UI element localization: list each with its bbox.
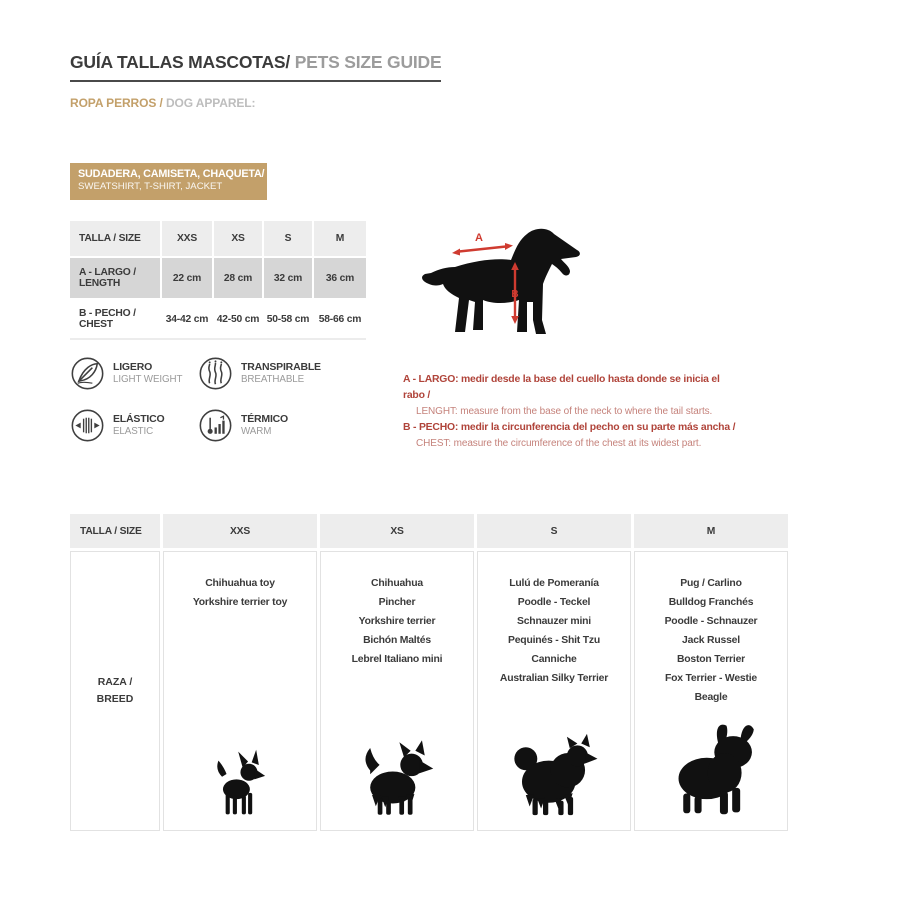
note-a-en: LENGHT: measure from the base of the neck to where the tail starts.: [416, 406, 713, 417]
breed-cell-m: [634, 551, 788, 831]
breed-list-xs: [321, 552, 473, 669]
breed-list-m: [635, 552, 787, 707]
breed-item: Poodle - Schnauzer: [664, 616, 758, 627]
size-table-cell: 50-58 cm: [264, 300, 312, 338]
breed-table: [70, 514, 788, 831]
feature-label-en: ELASTIC: [113, 426, 154, 437]
dog-silhouette-wrap: [321, 740, 473, 818]
feature-label-es: ELÁSTICO: [113, 413, 165, 425]
arrow-a: [452, 243, 513, 256]
breed-table-body-row: [70, 551, 788, 831]
size-table-cell: 22 cm: [162, 258, 212, 298]
breed-item: Jack Russel: [682, 635, 740, 646]
size-table-header-cell: TALLA / SIZE: [70, 221, 160, 256]
size-table-header-cell: M: [314, 221, 366, 256]
chihuahua-toy-silhouette: [213, 748, 267, 818]
size-table-row-label: A - LARGO / LENGTH: [70, 258, 160, 298]
breed-cell-xs: [320, 551, 474, 831]
pomeranian-silhouette: [508, 732, 600, 818]
breed-list-xxs: [164, 552, 316, 612]
feature-labels: [113, 413, 165, 438]
breed-cell-xxs: [163, 551, 317, 831]
page-subtitle-es: ROPA PERROS /: [70, 96, 166, 110]
breed-item: Yorkshire terrier: [358, 616, 436, 627]
page-title-en: PETS SIZE GUIDE: [290, 52, 442, 72]
dog-silhouette-wrap: [164, 748, 316, 818]
breed-item: Pequinés - Shit Tzu: [507, 635, 601, 646]
page-subtitle-en: DOG APPAREL:: [165, 96, 256, 110]
size-table-cell: 42-50 cm: [214, 300, 262, 338]
breed-item: Bichón Maltés: [363, 635, 431, 646]
breed-table-header-cell: TALLA / SIZE: [70, 514, 160, 548]
dog-measurement-diagram: [415, 222, 590, 350]
size-table-header-cell: S: [264, 221, 312, 256]
dog-silhouette-wrap: [478, 732, 630, 818]
category-banner: [70, 163, 267, 200]
breed-item: Boston Terrier: [676, 654, 746, 665]
breed-item: Pug / Carlino: [680, 578, 742, 589]
category-banner-line2: SWEATSHIRT, T-SHIRT, JACKET: [78, 180, 223, 192]
breed-table-header-row: [70, 514, 788, 548]
breed-table-header-cell: M: [634, 514, 788, 548]
breed-cell-s: [477, 551, 631, 831]
breed-item: Lebrel Italiano mini: [351, 654, 443, 665]
feature-lightweight: [70, 356, 198, 391]
breed-item: Fox Terrier - Westie: [664, 673, 758, 684]
size-table-cell: 58-66 cm: [314, 300, 366, 338]
feature-label-en: LIGHT WEIGHT: [113, 374, 183, 385]
category-banner-line1: SUDADERA, CAMISETA, CHAQUETA/: [78, 168, 265, 180]
size-table-cell: 32 cm: [264, 258, 312, 298]
note-a-es: A - LARGO: medir desde la base del cuello hasta donde se inicia el rabo /: [403, 374, 720, 401]
breed-item: Beagle: [694, 692, 728, 703]
feature-labels: [241, 361, 321, 386]
note-b-en: CHEST: measure the circumference of the chest at its widest part.: [416, 438, 702, 449]
breed-table-row-label: [70, 551, 160, 831]
feature-label-es: LIGERO: [113, 361, 153, 373]
breed-item: Chihuahua toy: [205, 578, 275, 589]
feature-label-es: TRANSPIRABLE: [241, 361, 321, 373]
page-subtitle: [70, 96, 441, 110]
breed-item: Bulldog Franchés: [668, 597, 754, 608]
elastic-icon: [70, 408, 105, 443]
feature-label-en: BREATHABLE: [241, 374, 305, 385]
feature-label-en: WARM: [241, 426, 272, 437]
breed-item: Lulú de Pomeranía: [509, 578, 599, 589]
breed-item: Chihuahua: [371, 578, 423, 589]
french-bulldog-silhouette: [661, 722, 761, 818]
dog-silhouette-wrap: [635, 722, 787, 818]
feature-breathable: [198, 356, 338, 391]
feature-labels: [113, 361, 182, 386]
breed-item: Poodle - Teckel: [517, 597, 591, 608]
breed-item: Yorkshire terrier toy: [192, 597, 288, 608]
feature-labels: [241, 413, 288, 438]
breed-table-header-cell: XXS: [163, 514, 317, 548]
feather-icon: [70, 356, 105, 391]
size-table-cell: 36 cm: [314, 258, 366, 298]
arrow-a-label: A: [475, 232, 483, 244]
breed-item: Canniche: [531, 654, 577, 665]
breed-item: Australian Silky Terrier: [499, 673, 609, 684]
arrow-b-label: B: [511, 289, 519, 300]
size-table-header-cell: XXS: [162, 221, 212, 256]
feature-warm: [198, 408, 338, 443]
feature-label-es: TÉRMICO: [241, 413, 289, 425]
page-title: [70, 52, 441, 82]
page-title-es: GUÍA TALLAS MASCOTAS/: [70, 52, 291, 72]
longhair-chihuahua-silhouette: [357, 740, 437, 818]
labrador-silhouette: [422, 229, 580, 334]
row-label-line2: BREED: [96, 693, 134, 705]
size-table: [70, 221, 366, 340]
breed-table-header-cell: XS: [320, 514, 474, 548]
size-table-cell: 28 cm: [214, 258, 262, 298]
size-table-cell: 34-42 cm: [162, 300, 212, 338]
breed-table-header-cell: S: [477, 514, 631, 548]
feature-elastic: [70, 408, 198, 443]
row-label-line1: RAZA /: [97, 676, 133, 688]
size-table-row-label: B - PECHO / CHEST: [70, 300, 160, 338]
measurement-notes: [403, 372, 738, 452]
size-table-header-cell: XS: [214, 221, 262, 256]
breed-item: Pincher: [378, 597, 416, 608]
features-grid: [70, 356, 338, 443]
note-b-es: B - PECHO: medir la circunferencia del pecho en su parte más ancha /: [403, 422, 736, 433]
thermal-icon: [198, 408, 233, 443]
breed-list-s: [478, 552, 630, 688]
title-block: [70, 52, 441, 110]
breed-item: Schnauzer mini: [517, 616, 591, 627]
breathable-icon: [198, 356, 233, 391]
